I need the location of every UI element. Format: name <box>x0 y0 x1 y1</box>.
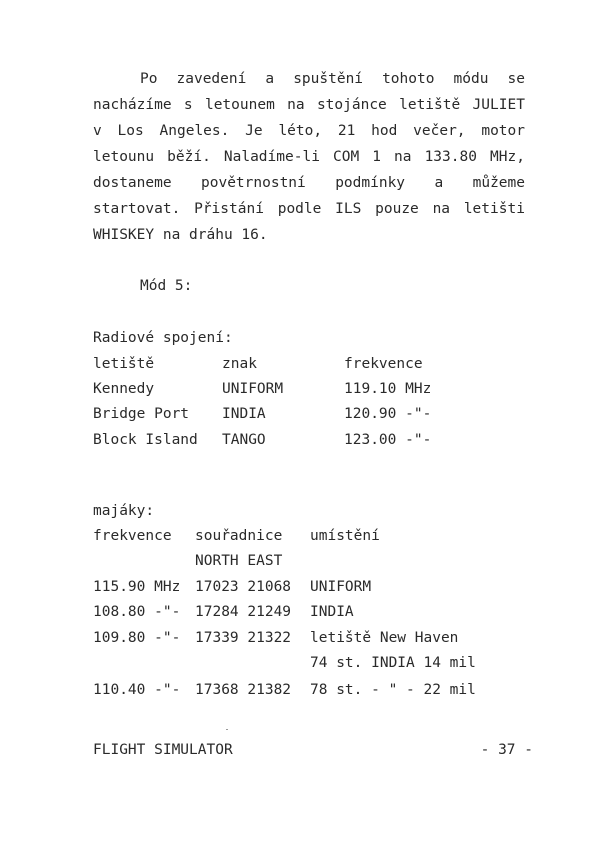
beacon-cell: 74 st. INDIA 14 mil <box>310 655 476 671</box>
beacons-header-frequency: frekvence <box>93 528 172 544</box>
word: léto, <box>278 123 323 139</box>
word: spuštění <box>293 71 364 87</box>
beacon-cell: 115.90 MHz <box>93 579 181 595</box>
footer-title: FLIGHT SIMULATOR <box>93 742 233 758</box>
word: 133.80 <box>424 149 477 165</box>
word: 21 <box>337 123 356 139</box>
word: na <box>432 201 451 217</box>
word: ILS <box>335 201 362 217</box>
radio-cell: Bridge Port <box>93 406 190 422</box>
word: JULIET <box>472 97 525 113</box>
beacons-subheader: NORTH EAST <box>195 553 283 569</box>
word: a <box>434 175 444 191</box>
word: startovat. <box>93 201 181 217</box>
paragraph-line-4 <box>93 144 525 170</box>
word: Je <box>245 123 263 139</box>
scan-speck <box>226 729 228 730</box>
beacon-cell: 17339 21322 <box>195 630 292 646</box>
word: nacházíme <box>93 97 172 113</box>
mode-heading: Mód 5: <box>140 278 193 294</box>
radio-title: Radiové spojení: <box>93 330 233 346</box>
beacons-header-location: umístění <box>310 528 380 544</box>
paragraph-line-1 <box>93 66 525 92</box>
beacon-cell: UNIFORM <box>310 579 372 595</box>
word: večer, <box>413 123 466 139</box>
word: na <box>287 97 305 113</box>
word: můžeme <box>472 175 525 191</box>
word: podle <box>277 201 322 217</box>
beacon-cell: 17023 21068 <box>195 579 292 595</box>
paragraph-line-6 <box>93 196 525 222</box>
radio-header-callsign: znak <box>222 356 257 372</box>
word: 1 <box>372 149 381 165</box>
word: dostaneme <box>93 175 172 191</box>
word: Naladíme-li <box>223 149 320 165</box>
word: a <box>265 71 275 87</box>
beacon-cell: 78 st. - " - 22 mil <box>310 682 476 698</box>
word: v <box>93 123 102 139</box>
word: COM <box>332 149 360 165</box>
beacon-cell: 108.80 -"- <box>93 604 181 620</box>
word: povětrnostní <box>201 175 306 191</box>
word: běží. <box>167 149 211 165</box>
word: letounu <box>93 149 155 165</box>
intro-paragraph <box>93 66 525 248</box>
radio-header-airport: letiště <box>93 356 155 372</box>
paragraph-line-2 <box>93 92 525 118</box>
word: s <box>183 97 193 113</box>
page-number: - 37 - <box>480 742 533 758</box>
radio-cell: 123.00 -"- <box>344 432 432 448</box>
word: tohoto <box>382 71 435 87</box>
paragraph-line-3 <box>93 118 525 144</box>
beacons-title: majáky: <box>93 503 155 519</box>
word: se <box>507 71 525 87</box>
word: MHz, <box>490 149 525 165</box>
beacon-cell: 109.80 -"- <box>93 630 181 646</box>
word: motor <box>481 123 525 139</box>
word: Přistání <box>194 201 264 217</box>
paragraph-line-5 <box>93 170 525 196</box>
word: zavedení <box>176 71 247 87</box>
word: WHISKEY na dráhu 16. <box>93 227 268 243</box>
beacons-header-coordinates: souřadnice <box>195 528 283 544</box>
word: hod <box>371 123 398 139</box>
word: letounem <box>204 97 275 113</box>
word: módu <box>453 71 489 87</box>
paragraph-line-7 <box>93 222 525 248</box>
beacon-cell: 17368 21382 <box>195 682 292 698</box>
word: podmínky <box>335 175 406 191</box>
word: stojánce <box>316 97 387 113</box>
word: letišti <box>463 201 525 217</box>
word: Los <box>117 123 144 139</box>
beacon-cell: 17284 21249 <box>195 604 292 620</box>
radio-cell: Kennedy <box>93 381 155 397</box>
beacon-cell: letiště New Haven <box>310 630 459 646</box>
radio-header-frequency: frekvence <box>344 356 423 372</box>
radio-cell: 119.10 MHz <box>344 381 432 397</box>
word: na <box>394 149 412 165</box>
beacon-cell: 110.40 -"- <box>93 682 181 698</box>
beacon-cell: INDIA <box>310 604 354 620</box>
radio-cell: UNIFORM <box>222 381 284 397</box>
radio-cell: Block Island <box>93 432 198 448</box>
word: letiště <box>399 97 461 113</box>
radio-cell: 120.90 -"- <box>344 406 432 422</box>
radio-cell: INDIA <box>222 406 266 422</box>
word: Angeles. <box>159 123 230 139</box>
radio-cell: TANGO <box>222 432 266 448</box>
word: pouze <box>375 201 419 217</box>
word: Po <box>140 71 158 87</box>
